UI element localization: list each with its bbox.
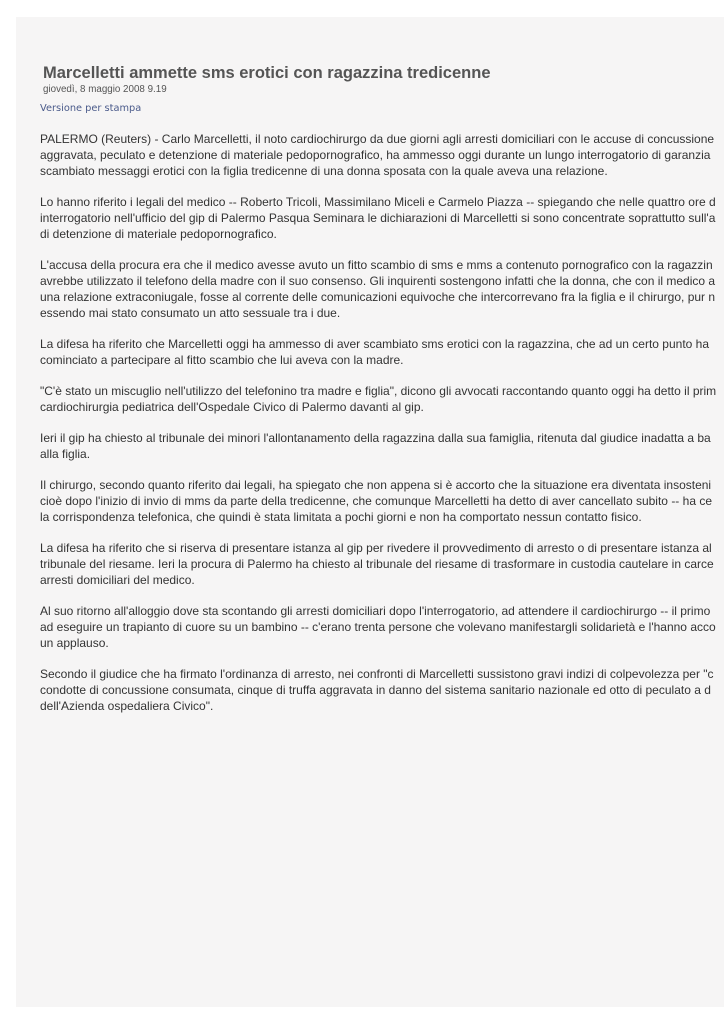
paragraph-line: Lo hanno riferito i legali del medico -- Roberto Tricoli, Massimilano Miceli e Carmelo Piazza -- spiegando che nelle quattro ore d [40,195,716,209]
paragraph-line: arresti domiciliari del medico. [40,573,195,587]
paragraph-line: la corrispondenza telefonica, che quindi è stata limitata a pochi giorni e non ha comportato nessun contatto fisico. [40,510,642,524]
paragraph-line: un applauso. [40,636,109,650]
paragraph-line: La difesa ha riferito che Marcelletti oggi ha ammesso di aver scambiato sms erotici con la ragazzina, che ad un certo punto ha [40,337,710,351]
paragraph-line: L'accusa della procura era che il medico avesse avuto un fitto scambio di sms e mms a contenuto pornografico con la ragazzin [40,258,713,272]
paragraph-line: ad eseguire un trapianto di cuore su un bambino -- c'erano trenta persone che volevano manifestargli solidarietà e l'hanno acco [40,620,716,634]
article-paragraph [40,477,724,525]
paragraph-line: cioè dopo l'inizio di invio di mms da parte della tredicenne, che comunque Marcelletti ha detto di aver cancellato subito -- ha ce [40,494,712,508]
article-dateline: giovedì, 8 maggio 2008 9.19 [43,84,167,95]
article-page [16,17,724,1007]
paragraph-line: aggravata, peculato e detenzione di materiale pedopornografico, ha ammesso oggi durante un lungo interrogatorio di garanzia [40,148,711,162]
paragraph-line: cominciato a partecipare al fitto scambio che lui aveva con la madre. [40,353,404,367]
paragraph-line: avrebbe utilizzato il telefono della madre con il suo consenso. Gli inquirenti sostengono infatti che la donna, che con il medico a [40,274,716,288]
article-paragraph [40,603,724,651]
article-paragraph [40,666,724,714]
paragraph-line: cardiochirurgia pediatrica dell'Ospedale Civico di Palermo davanti al gip. [40,400,424,414]
paragraph-line: una relazione extraconiugale, fosse al corrente delle comunicazioni equivoche che intercorrevano fra la figlia e il chirurgo, pur n [40,290,716,304]
article-paragraph [40,257,724,321]
article-paragraph [40,383,724,415]
article-paragraph [40,131,724,179]
paragraph-line: di detenzione di materiale pedopornografico. [40,227,277,241]
paragraph-line: "C'è stato un miscuglio nell'utilizzo del telefonino tra madre e figlia", dicono gli avvocati raccontando quanto oggi ha detto il prim [40,384,717,398]
article-paragraph [40,540,724,588]
article-paragraph [40,430,724,462]
article-paragraph [40,194,724,242]
paragraph-line: scambiato messaggi erotici con la figlia tredicenne di una donna sposata con la quale aveva una relazione. [40,164,608,178]
paragraph-line: Al suo ritorno all'alloggio dove sta scontando gli arresti domiciliari dopo l'interrogatorio, ad attendere il cardiochirurgo -- il primo [40,604,711,618]
paragraph-line: dell'Azienda ospedaliera Civico". [40,699,214,713]
paragraph-line: Secondo il giudice che ha firmato l'ordinanza di arresto, nei confronti di Marcelletti sussistono gravi indizi di colpevolezza per "c [40,667,714,681]
article-title: Marcelletti ammette sms erotici con ragazzina tredicenne [43,64,491,82]
paragraph-line: Il chirurgo, secondo quanto riferito dai legali, ha spiegato che non appena si è accorto che la situazione era diventata insosteni [40,478,712,492]
paragraph-line: PALERMO (Reuters) - Carlo Marcelletti, il noto cardiochirurgo da due giorni agli arresti domiciliari con le accuse di concussione [40,132,715,146]
paragraph-line: condotte di concussione consumata, cinque di truffa aggravata in danno del sistema sanitario nazionale ed otto di peculato a d [40,683,711,697]
print-version-link[interactable]: Versione per stampa [40,103,142,114]
article-paragraph [40,336,724,368]
paragraph-line: essendo mai stato consumato un atto sessuale tra i due. [40,306,341,320]
article-body [40,131,724,729]
paragraph-line: La difesa ha riferito che si riserva di presentare istanza al gip per rivedere il provvedimento di arresto o di presentare istanza al [40,541,712,555]
paragraph-line: Ieri il gip ha chiesto al tribunale dei minori l'allontanamento della ragazzina dalla sua famiglia, ritenuta dal giudice inadatta a ba [40,431,711,445]
paragraph-line: alla figlia. [40,447,91,461]
paragraph-line: tribunale del riesame. Ieri la procura di Palermo ha chiesto al tribunale del riesame di trasformare in custodia cautelare in carce [40,557,714,571]
paragraph-line: interrogatorio nell'ufficio del gip di Palermo Pasqua Seminara le dichiarazioni di Marcelletti si sono concentrate soprattutto sull'a [40,211,716,225]
